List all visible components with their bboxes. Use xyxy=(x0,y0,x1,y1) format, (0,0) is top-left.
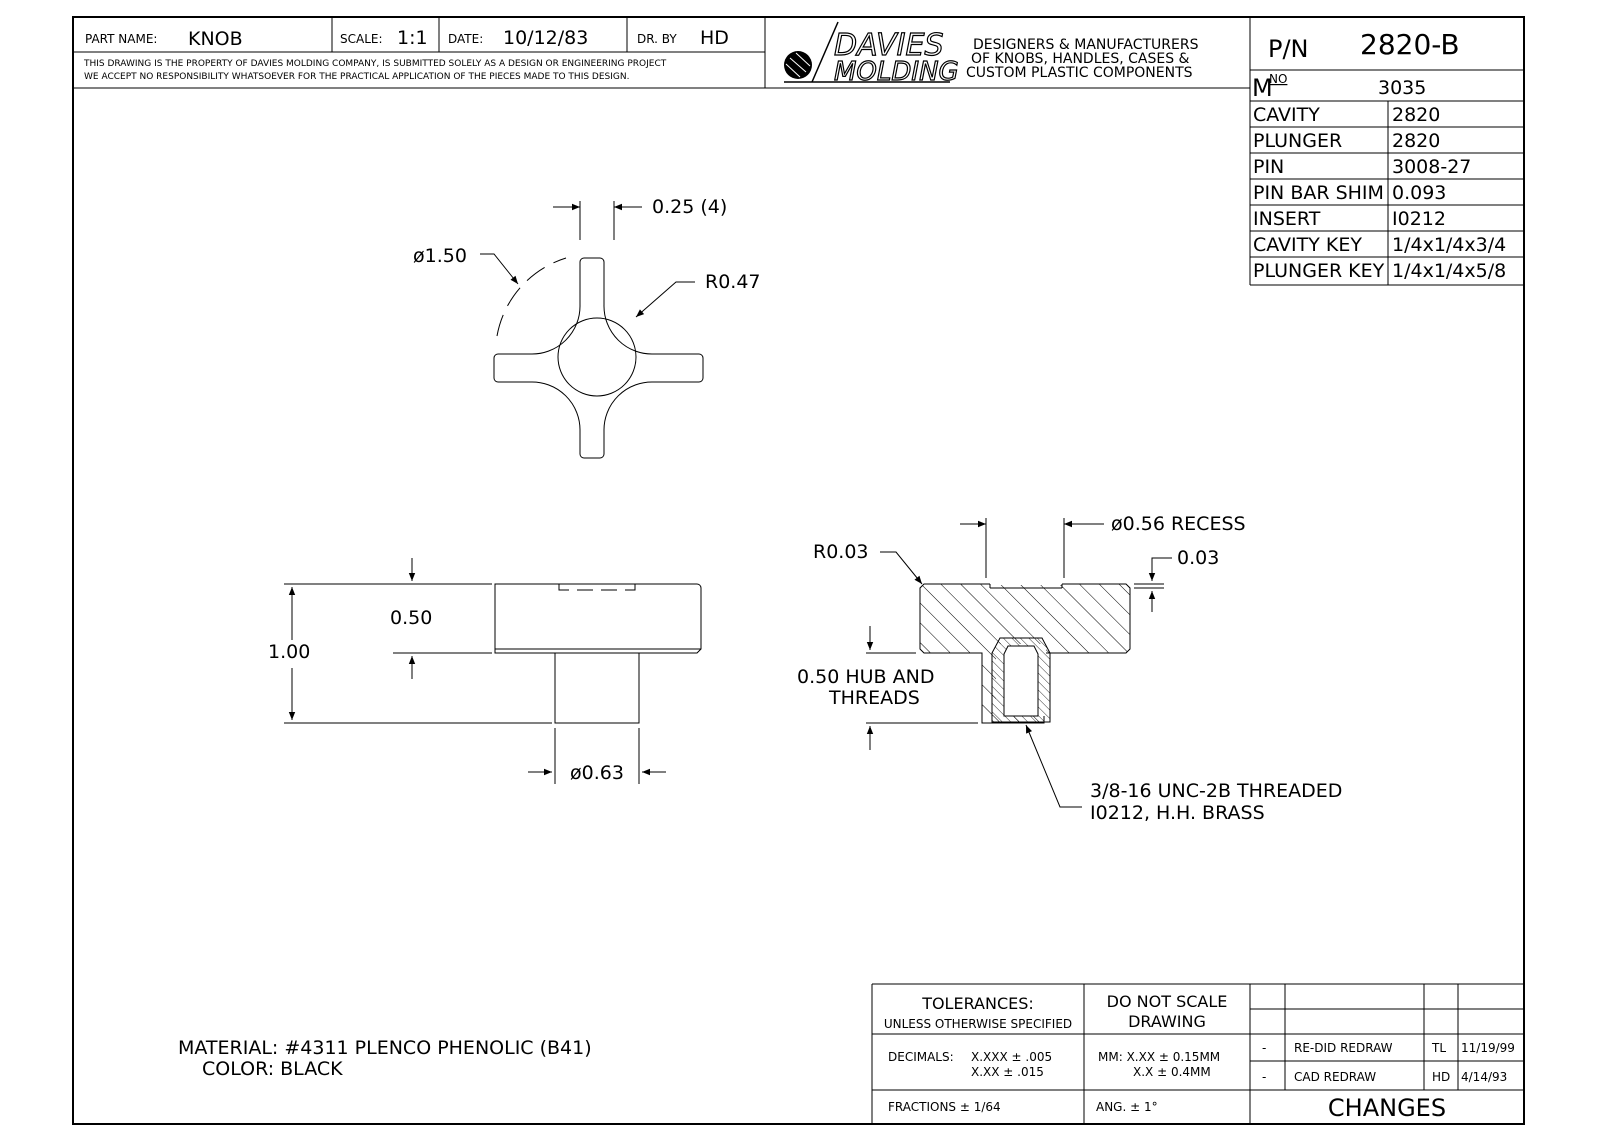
mno-value: 3035 xyxy=(1378,77,1427,99)
change-date: 11/19/99 xyxy=(1461,1041,1515,1055)
pn-label: P/N xyxy=(1268,35,1309,63)
mm-tol-1: MM: X.XX ± 0.15MM xyxy=(1098,1050,1221,1064)
color-note: COLOR: BLACK xyxy=(202,1058,343,1080)
knob-cap-side xyxy=(495,584,701,653)
change-mark: - xyxy=(1262,1041,1267,1055)
dim-cap-height: 0.50 xyxy=(390,607,433,629)
part-info-value: 1/4x1/4x5/8 xyxy=(1392,260,1507,282)
company-block xyxy=(784,22,1199,87)
part-info-label: INSERT xyxy=(1253,208,1321,230)
part-info-value: 2820 xyxy=(1392,130,1441,152)
mm-tol-2: X.X ± 0.4MM xyxy=(1133,1065,1211,1079)
disclaimer-line-2: WE ACCEPT NO RESPONSIBILITY WHATSOEVER FOR THE PRACTICAL APPLICATION OF THE PIECES MADE TO THIS DESIGN. xyxy=(84,72,630,82)
part-info-value: 2820 xyxy=(1392,104,1441,126)
disclaimer-line-1: THIS DRAWING IS THE PROPERTY OF DAVIES MOLDING COMPANY, IS SUBMITTED SOLELY AS A DESIGN OR ENGINEERING PROJECT xyxy=(84,59,667,69)
dim-outer-diameter: ø1.50 xyxy=(413,245,467,267)
part-info-label: PIN BAR SHIM xyxy=(1253,182,1384,204)
tolerances-title: TOLERANCES: xyxy=(922,994,1034,1013)
part-info-value: I0212 xyxy=(1392,208,1446,230)
change-description: CAD REDRAW xyxy=(1294,1070,1377,1084)
do-not-scale-1: DO NOT SCALE xyxy=(1106,992,1228,1011)
part-name-value: KNOB xyxy=(188,28,243,50)
part-info-label: PLUNGER KEY xyxy=(1253,260,1385,282)
scale-value: 1:1 xyxy=(397,27,428,49)
dim-hub-label-1: 0.50 HUB AND xyxy=(797,666,935,688)
change-mark: - xyxy=(1262,1070,1267,1084)
change-date: 4/14/93 xyxy=(1461,1070,1508,1084)
change-by: TL xyxy=(1432,1041,1447,1055)
dim-total-height: 1.00 xyxy=(268,641,311,663)
part-info-label: CAVITY xyxy=(1253,104,1320,126)
dim-edge-radius: R0.03 xyxy=(813,541,869,563)
drawn-by-label: DR. BY xyxy=(637,32,677,46)
date-value: 10/12/83 xyxy=(503,27,589,49)
part-info-value: 3008-27 xyxy=(1392,156,1472,178)
mno-label-no: NO xyxy=(1269,72,1288,86)
logo-text-davies: DAVIES xyxy=(834,28,944,63)
date-label: DATE: xyxy=(448,32,484,46)
material-note: MATERIAL: #4311 PLENCO PHENOLIC (B41) xyxy=(178,1037,592,1059)
part-info-value: 1/4x1/4x3/4 xyxy=(1392,234,1507,256)
insert-callout-2: I0212, H.H. BRASS xyxy=(1090,802,1265,824)
changes-title: CHANGES xyxy=(1327,1094,1447,1122)
dim-recess-depth: 0.03 xyxy=(1177,547,1220,569)
pn-value: 2820-B xyxy=(1360,28,1460,61)
dim-arm-width: 0.25 (4) xyxy=(652,196,728,218)
drawn-by-value: HD xyxy=(700,27,729,49)
part-info-label: PIN xyxy=(1253,156,1285,178)
decimals-tol-1: X.XXX ± .005 xyxy=(971,1050,1053,1064)
angle-tol: ANG. ± 1° xyxy=(1096,1100,1158,1114)
part-info-table xyxy=(1250,17,1524,285)
dim-hub-label-2: THREADS xyxy=(829,687,920,709)
outer-diameter-arc xyxy=(497,258,566,336)
side-view xyxy=(284,558,701,784)
do-not-scale-2: DRAWING xyxy=(1128,1012,1206,1031)
change-description: RE-DID REDRAW xyxy=(1294,1041,1393,1055)
change-by: HD xyxy=(1432,1070,1451,1084)
scale-label: SCALE: xyxy=(340,32,383,46)
decimals-label: DECIMALS: xyxy=(888,1050,954,1064)
dim-hub-diameter: ø0.63 xyxy=(570,762,624,784)
knob-outline-top xyxy=(494,258,703,458)
fractions-tol: FRACTIONS ± 1/64 xyxy=(888,1100,1001,1114)
top-view xyxy=(480,201,703,458)
part-info-label: CAVITY KEY xyxy=(1253,234,1362,256)
insert-callout-1: 3/8-16 UNC-2B THREADED xyxy=(1090,780,1343,802)
tolerances-subtitle: UNLESS OTHERWISE SPECIFIED xyxy=(883,1017,1073,1031)
changes-table xyxy=(1262,1041,1515,1084)
decimals-tol-2: X.XX ± .015 xyxy=(971,1065,1044,1079)
dim-recess-diameter: ø0.56 RECESS xyxy=(1111,513,1246,535)
part-name-label: PART NAME: xyxy=(85,32,158,46)
mno-label-m: M xyxy=(1252,74,1273,102)
tagline-1: DESIGNERS & MANUFACTURERS xyxy=(973,37,1199,53)
section-view xyxy=(866,518,1172,807)
knob-bore-circle xyxy=(558,318,636,396)
knob-hub-side xyxy=(555,653,639,723)
dim-fillet-radius: R0.47 xyxy=(705,271,761,293)
logo-text-molding: MOLDING xyxy=(834,57,959,87)
part-info-label: PLUNGER xyxy=(1253,130,1343,152)
part-info-value: 0.093 xyxy=(1392,182,1447,204)
tagline-3: CUSTOM PLASTIC COMPONENTS xyxy=(966,65,1193,81)
tagline-2: OF KNOBS, HANDLES, CASES & xyxy=(971,51,1190,67)
